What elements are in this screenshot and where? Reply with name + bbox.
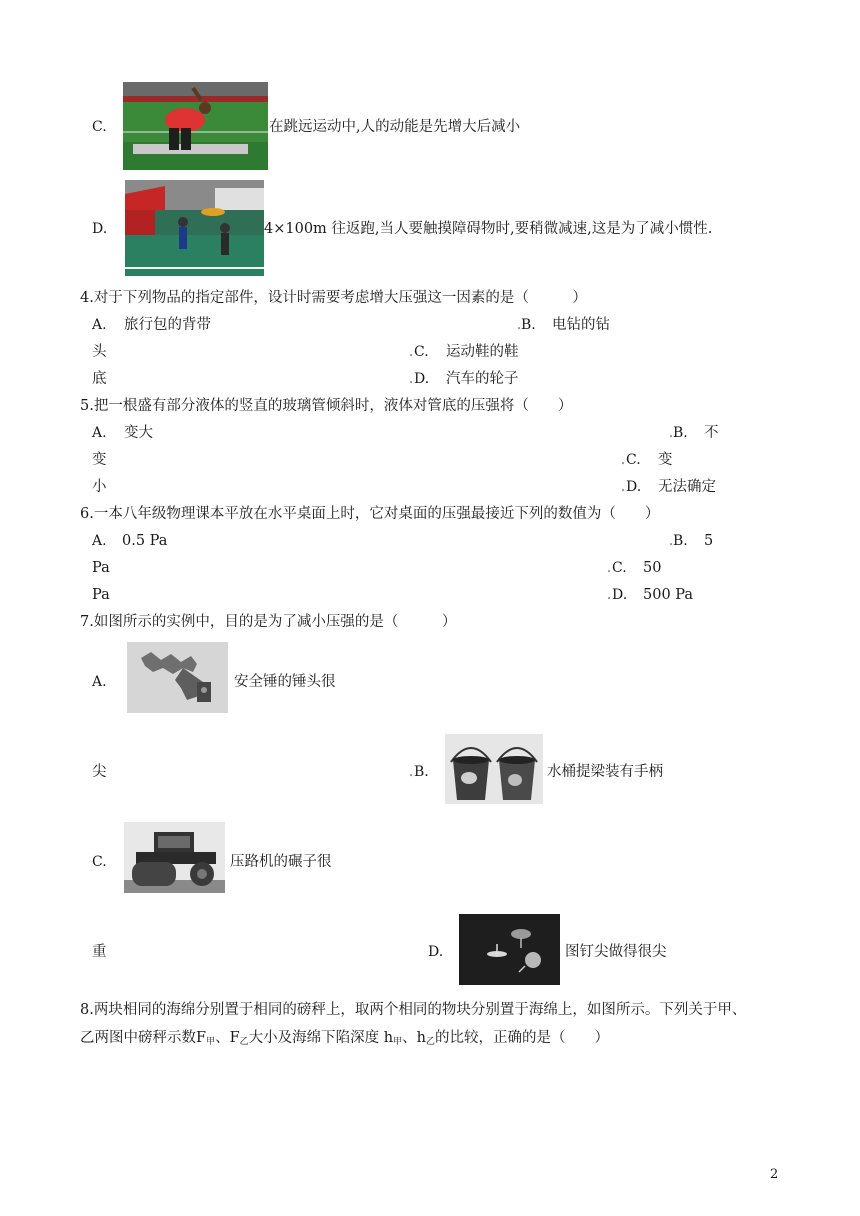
- q4-option-b-wrap: 头: [92, 344, 107, 360]
- q4-stem: 4.对于下列物品的指定部件，设计时需要考虑增大压强这一因素的是（ ）: [80, 290, 587, 306]
- q6-option-d-text: 500 Pa: [643, 587, 694, 603]
- q5-option-b-wrap: 变: [92, 452, 107, 468]
- q8-separator-2: 、h: [402, 1030, 426, 1046]
- q7-option-c-wrap: 重: [92, 944, 107, 960]
- q7-option-c-text: 压路机的碾子很: [230, 854, 332, 870]
- q7-option-b-label: B.: [414, 764, 429, 780]
- q7-option-b-text: 水桶提梁装有手柄: [547, 764, 663, 780]
- safety-hammer-photo: [127, 642, 228, 713]
- thumbtack-photo: [459, 914, 560, 985]
- q4-option-b-text: 电钻的钻: [552, 317, 610, 333]
- q8-line-2-part-a: 乙两图中磅秤示数F: [80, 1030, 207, 1046]
- q5-option-b-text: 不: [704, 425, 719, 441]
- q8-line-2: [80, 1029, 609, 1051]
- q8-line-2-part-c: 的比较，正确的是（ ）: [434, 1030, 609, 1046]
- road-roller-photo: [124, 822, 225, 893]
- q4-option-d-text: 汽车的轮子: [446, 371, 519, 387]
- q5-option-a-label: A.: [92, 425, 107, 441]
- option-marker: •: [621, 487, 626, 495]
- option-marker: •: [409, 379, 414, 387]
- q3-option-d-label: D.: [92, 221, 108, 237]
- option-marker: •: [669, 541, 674, 549]
- option-marker: •: [409, 772, 414, 780]
- option-marker: •: [607, 568, 612, 576]
- option-marker: •: [621, 460, 626, 468]
- q3-option-c-text: 在跳远运动中,人的动能是先增大后减小: [269, 119, 521, 135]
- q6-option-a-label: A.: [92, 533, 107, 549]
- option-marker: •: [669, 433, 674, 441]
- q5-option-d-label: D.: [626, 479, 642, 495]
- q4-option-a-label: A.: [92, 317, 107, 333]
- q6-option-a-text: 0.5 Pa: [122, 533, 168, 549]
- option-marker: •: [517, 325, 522, 333]
- subscript-jia: 甲: [206, 1037, 216, 1047]
- q5-option-c-label: C.: [626, 452, 641, 468]
- q4-option-c-text: 运动鞋的鞋: [446, 344, 519, 360]
- q6-stem: 6.一本八年级物理课本平放在水平桌面上时，它对桌面的压强最接近下列的数值为（ ）: [80, 506, 660, 522]
- q7-option-a-text: 安全锤的锤头很: [234, 674, 336, 690]
- q5-option-b-label: B.: [673, 425, 688, 441]
- long-jump-photo: [123, 82, 268, 170]
- q4-option-c-label: C.: [414, 344, 429, 360]
- q3-option-c-label: C.: [92, 119, 107, 135]
- q7-option-c-label: C.: [92, 854, 107, 870]
- q4-option-c-wrap: 底: [92, 371, 107, 387]
- q8-separator: 、F: [215, 1030, 240, 1046]
- q6-option-d-label: D.: [612, 587, 628, 603]
- subscript-yi-2: 乙: [425, 1037, 435, 1047]
- water-bucket-photo: [445, 734, 543, 804]
- subscript-yi: 乙: [239, 1037, 249, 1047]
- option-marker: •: [409, 352, 414, 360]
- q5-option-c-wrap: 小: [92, 479, 107, 495]
- q8-line-2-part-b: 大小及海绵下陷深度 h: [248, 1030, 394, 1046]
- option-marker: •: [607, 595, 612, 603]
- page-number: 2: [770, 1167, 779, 1182]
- q7-stem: 7.如图所示的实例中，目的是为了减小压强的是（ ）: [80, 614, 457, 630]
- q7-option-a-wrap: 尖: [92, 764, 107, 780]
- q3-option-d-text: 4×100m 往返跑,当人要触摸障碍物时,要稍微减速,这是为了减小惯性.: [264, 221, 713, 237]
- q8-line-1: 8.两块相同的海绵分别置于相同的磅秤上，取两个相同的物块分别置于海绵上，如图所示。下列关于甲、: [80, 1002, 747, 1018]
- subscript-jia-2: 甲: [393, 1037, 403, 1047]
- q7-option-d-text: 图钉尖做得很尖: [565, 944, 667, 960]
- q6-option-c-text: 50: [643, 560, 662, 576]
- q5-option-a-text: 变大: [124, 425, 153, 441]
- q6-option-b-wrap: Pa: [92, 560, 110, 576]
- q7-option-a-label: A.: [92, 674, 107, 690]
- q4-option-a-text: 旅行包的背带: [124, 317, 211, 333]
- q4-option-d-label: D.: [414, 371, 430, 387]
- q6-option-b-text: 5: [704, 533, 714, 549]
- q6-option-b-label: B.: [673, 533, 688, 549]
- q4-option-b-label: B.: [521, 317, 536, 333]
- q5-option-d-text: 无法确定: [658, 479, 716, 495]
- q6-option-c-label: C.: [612, 560, 627, 576]
- q5-option-c-text: 变: [658, 452, 673, 468]
- q5-stem: 5.把一根盛有部分液体的竖直的玻璃管倾斜时，液体对管底的压强将（ ）: [80, 398, 573, 414]
- q6-option-c-wrap: Pa: [92, 587, 110, 603]
- relay-race-photo: [125, 180, 264, 276]
- q7-option-d-label: D.: [428, 944, 444, 960]
